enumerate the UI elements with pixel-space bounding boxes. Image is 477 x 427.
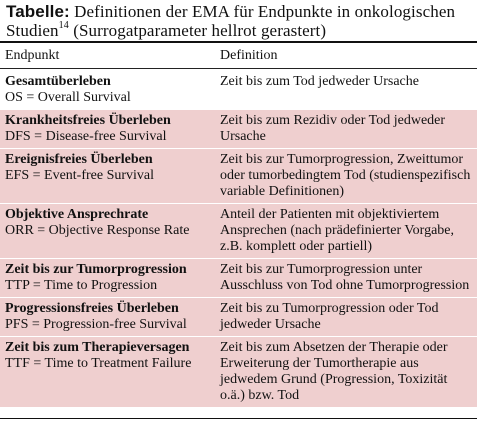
endpoint-abbreviation: ORR = Objective Response Rate (5, 222, 190, 238)
definition-cell (210, 68, 477, 109)
table-row (0, 109, 477, 148)
table-row (0, 297, 477, 336)
definition-cell (210, 109, 477, 148)
definition-text: Anteil der Patienten mit objektiviertem Ansprechen (nach prädefinierter Vorgabe, z.B. komplett oder partiell) (220, 206, 455, 254)
endpoint-cell (0, 336, 210, 407)
endpoint-name: Zeit bis zum Therapieversagen (5, 339, 190, 355)
table-row (0, 68, 477, 109)
table-caption (0, 0, 477, 41)
caption-note: (Surrogatparameter hellrot gerastert) (73, 21, 327, 40)
endpoint-cell (0, 148, 210, 203)
endpoint-abbreviation: EFS = Event-free Survival (5, 167, 155, 183)
endpoint-cell (0, 109, 210, 148)
footnote-marker: 14 (58, 20, 69, 32)
definition-cell (210, 203, 477, 258)
definition-text: Zeit bis zu Tumorprogression oder Tod jedweder Ursache (220, 300, 439, 332)
table-row (0, 336, 477, 407)
endpoint-cell (0, 68, 210, 109)
endpoint-name: Gesamtüberleben (5, 73, 111, 89)
endpoint-name: Ereignisfreies Überleben (5, 151, 153, 167)
definition-cell (210, 148, 477, 203)
table-header-row (0, 43, 477, 68)
definition-text: Zeit bis zum Rezidiv oder Tod jedweder Ursache (220, 112, 446, 144)
definition-text: Zeit bis zur Tumorprogression unter Ausschluss von Tod ohne Tumorprogression (220, 261, 470, 293)
definition-cell (210, 258, 477, 297)
endpoint-name: Krankheitsfreies Überleben (5, 112, 171, 128)
endpoint-name: Objektive Ansprechrate (5, 206, 149, 222)
endpoint-name: Progressionsfreies Überleben (5, 300, 179, 316)
header-definition: Definition (210, 43, 477, 68)
endpoint-abbreviation: TTP = Time to Progression (5, 277, 158, 293)
endpoint-abbreviation: OS = Overall Survival (5, 89, 131, 105)
endpoint-abbreviation: TTF = Time to Treatment Failure (5, 355, 192, 371)
endpoint-cell (0, 258, 210, 297)
table-row (0, 148, 477, 203)
caption-prefix: Tabelle: (6, 2, 70, 21)
header-endpunkt: Endpunkt (0, 43, 210, 68)
definition-cell (210, 336, 477, 407)
definition-text: Zeit bis zur Tumorprogression, Zweittumor oder tumorbedingtem Tod (studienspezifisch variable Definitionen) (220, 151, 471, 199)
definition-text: Zeit bis zum Tod jedweder Ursache (220, 73, 419, 89)
endpoint-cell (0, 203, 210, 258)
endpoint-abbreviation: PFS = Progression-free Survival (5, 316, 187, 332)
endpoint-abbreviation: DFS = Disease-free Survival (5, 128, 167, 144)
endpoint-table (0, 43, 477, 408)
definition-text: Zeit bis zum Absetzen der Therapie oder Erweiterung der Tumortherapie aus jedwedem Grund (Progression, Toxizität o.ä.) bzw. Tod (220, 339, 448, 403)
endpoint-cell (0, 297, 210, 336)
table-row (0, 203, 477, 258)
caption-text: Definitionen der EMA für Endpunkte in onkologischen Studien (6, 2, 456, 40)
endpoint-name: Zeit bis zur Tumorprogression (5, 261, 187, 277)
definition-cell (210, 297, 477, 336)
bottom-rule (0, 418, 477, 419)
table-row (0, 258, 477, 297)
